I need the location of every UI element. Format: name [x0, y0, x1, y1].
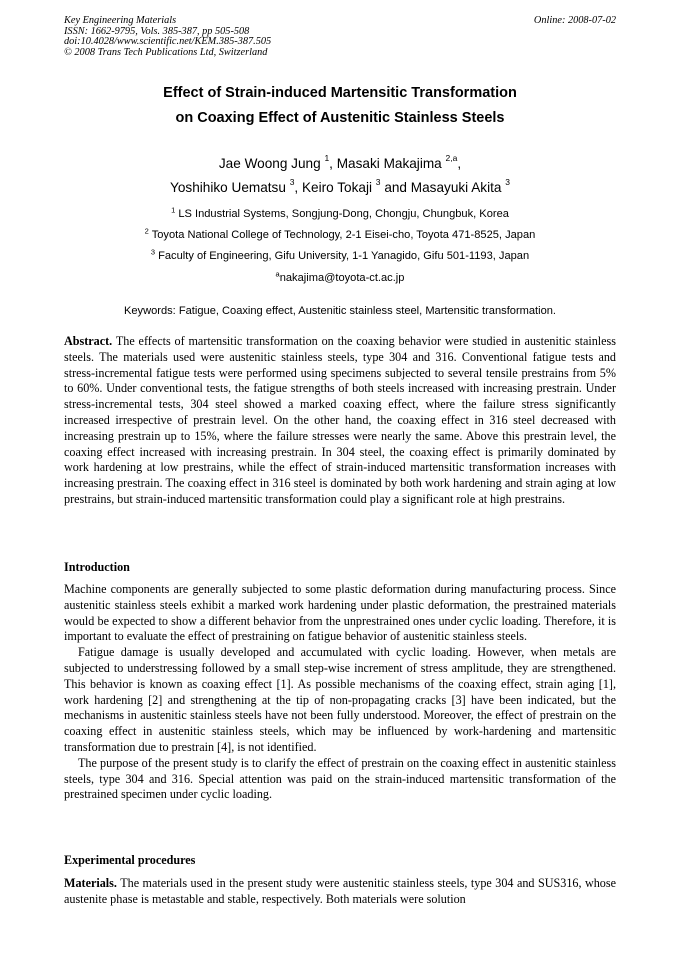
paper-title [64, 81, 616, 131]
affiliation-1 [64, 204, 616, 225]
author-name: Masayuki Akita [410, 180, 502, 195]
materials-label: Materials. [64, 876, 117, 890]
journal-issn: ISSN: 1662-9795, Vols. 385-387, pp 505-508 [64, 25, 250, 37]
author-affil-sup: 2,a [445, 153, 458, 164]
author-name: Keiro Tokaji [301, 180, 373, 195]
affiliation-list [64, 204, 616, 289]
author-affil-sup: 1 [324, 153, 330, 164]
author-affil-sup: 3 [375, 177, 381, 188]
materials-text: The materials used in the present study were austenitic stainless steels, type 304 and SUS316, whose austenite phase is metastable and stable, respectively. Both materials were solution [64, 876, 616, 906]
experimental-heading: Experimental procedures [64, 853, 196, 867]
affiliation-2 [64, 225, 616, 246]
introduction-body [64, 582, 616, 803]
keywords [64, 303, 616, 319]
author-list [64, 152, 616, 200]
keywords-text: Fatigue, Coaxing effect, Austenitic stainless steel, Martensitic transformation. [178, 305, 557, 317]
affiliation-text: LS Industrial Systems, Songjung-Dong, Chongju, Chungbuk, Korea [178, 208, 509, 220]
affiliation-sup: 1 [171, 205, 176, 215]
introduction-paragraph-3: The purpose of the present study is to clarify the effect of prestrain on the coaxing effect in austenitic stainless steels, type 304 and 316. Special attention was paid on the strain-induced martensitic transformation of the prestrained specimen under cyclic loading. [64, 755, 616, 802]
abstract [64, 334, 616, 508]
affiliation-sup: 2 [144, 226, 149, 236]
author-affil-sup: 3 [289, 177, 295, 188]
author-line-2: Yoshihiko Uematsu $^3$, Keiro Tokaji $^3$ and Masayuki Akita $^3$ [170, 177, 510, 195]
keywords-label: Keywords: [123, 305, 176, 317]
abstract-label: Abstract. [64, 334, 113, 348]
introduction-heading: Introduction [64, 560, 130, 574]
author-line-1: Jae Woong Jung $^1$, Masaki Makajima $^{2,a}$, [218, 153, 462, 171]
title-line-1: Effect of Strain-induced Martensitic Transformation [163, 85, 517, 101]
affiliation-sup: a [275, 268, 280, 278]
introduction-paragraph-2: Fatigue damage is usually developed and accumulated with cyclic loading. However, when metals are subjected to understressing followed by a small step-wise increment of stress amplitude, they are strengthened. This behavior is known as coaxing effect [1]. As possible mechanisms of the coaxing effect, strain aging [1], work hardening [2] and strengthening at the tip of non-propagating cracks [3] have been indicated, but the mechanisms in austenitic stainless steels have not been fully understood. Moreover, the effect of prestrain on the coaxing effect in austenitic stainless steels, which may be influenced by work-hardening and martensitic transformation due to prestrain [4], is not identified. [64, 645, 616, 754]
author-conjunction: and [384, 180, 407, 195]
email-text: nakajima@toyota-ct.ac.jp [279, 271, 405, 284]
title-line-2: on Coaxing Effect of Austenitic Stainless Steels [175, 110, 505, 126]
corresponding-email [64, 268, 616, 289]
journal-doi: doi:10.4028/www.scientific.net/KEM.385-387.505 [64, 36, 272, 48]
journal-name: Key Engineering Materials [64, 15, 177, 26]
affiliation-text: Toyota National College of Technology, 2-1 Eisei-cho, Toyota 471-8525, Japan [151, 229, 536, 242]
journal-copyright: © 2008 Trans Tech Publications Ltd, Switzerland [64, 46, 268, 58]
affiliation-sup: 3 [150, 247, 156, 257]
affiliation-3 [64, 246, 616, 267]
abstract-text: The effects of martensitic transformation on the coaxing behavior were studied in austenitic stainless steels. The materials used were austenitic stainless steels, type 304 and 316. Conventional fatigue tests and stress-incremental fatigue tests were performed using specimens subjected to several tensile prestrains from 5% to 60%. Under conventional tests, the fatigue strengths of both steels increased with increasing prestrain. Under stress-incremental tests, 304 steel showed a marked coaxing effect, where the failure stress significantly increased irrespective of prestrain level. On the other hand, the coaxing effect in 316 steel decreased with increasing prestrain up to 15%, where the failure stresses were nearly the same. Above this prestrain level, the coaxing effect increased with increasing prestrain. In 304 steel, the coaxing effect is primarily dominated by work hardening at low prestrains, while the effect of strain-induced martensitic transformation increases with increasing prestrain. The coaxing effect in 316 steel is dominated by both work hardening and strain aging at low prestrains, but strain-induced martensitic transformation could play a significant role at high prestrains. [64, 334, 616, 506]
introduction-paragraph-1: Machine components are generally subjected to some plastic deformation during manufacturing process. Since austenitic stainless steels exhibit a marked work hardening under plastic deformation, the prestrained materials would be expected to show a different behavior from the unprestrained ones under cyclic loading. Therefore, it is important to evaluate the effect of prestraining on fatigue behavior of austenitic stainless steels. [64, 582, 616, 644]
materials-paragraph [64, 876, 616, 908]
author-name: Masaki Makajima [336, 156, 442, 171]
journal-header [64, 16, 616, 58]
author-name: Yoshihiko Uematsu [170, 180, 286, 195]
online-date: Online: 2008-07-02 [533, 15, 616, 26]
affiliation-text: Faculty of Engineering, Gifu University, 1-1 Yanagido, Gifu 501-1193, Japan [158, 250, 530, 263]
author-affil-sup: 3 [505, 177, 510, 188]
author-name: Jae Woong Jung [218, 156, 321, 171]
